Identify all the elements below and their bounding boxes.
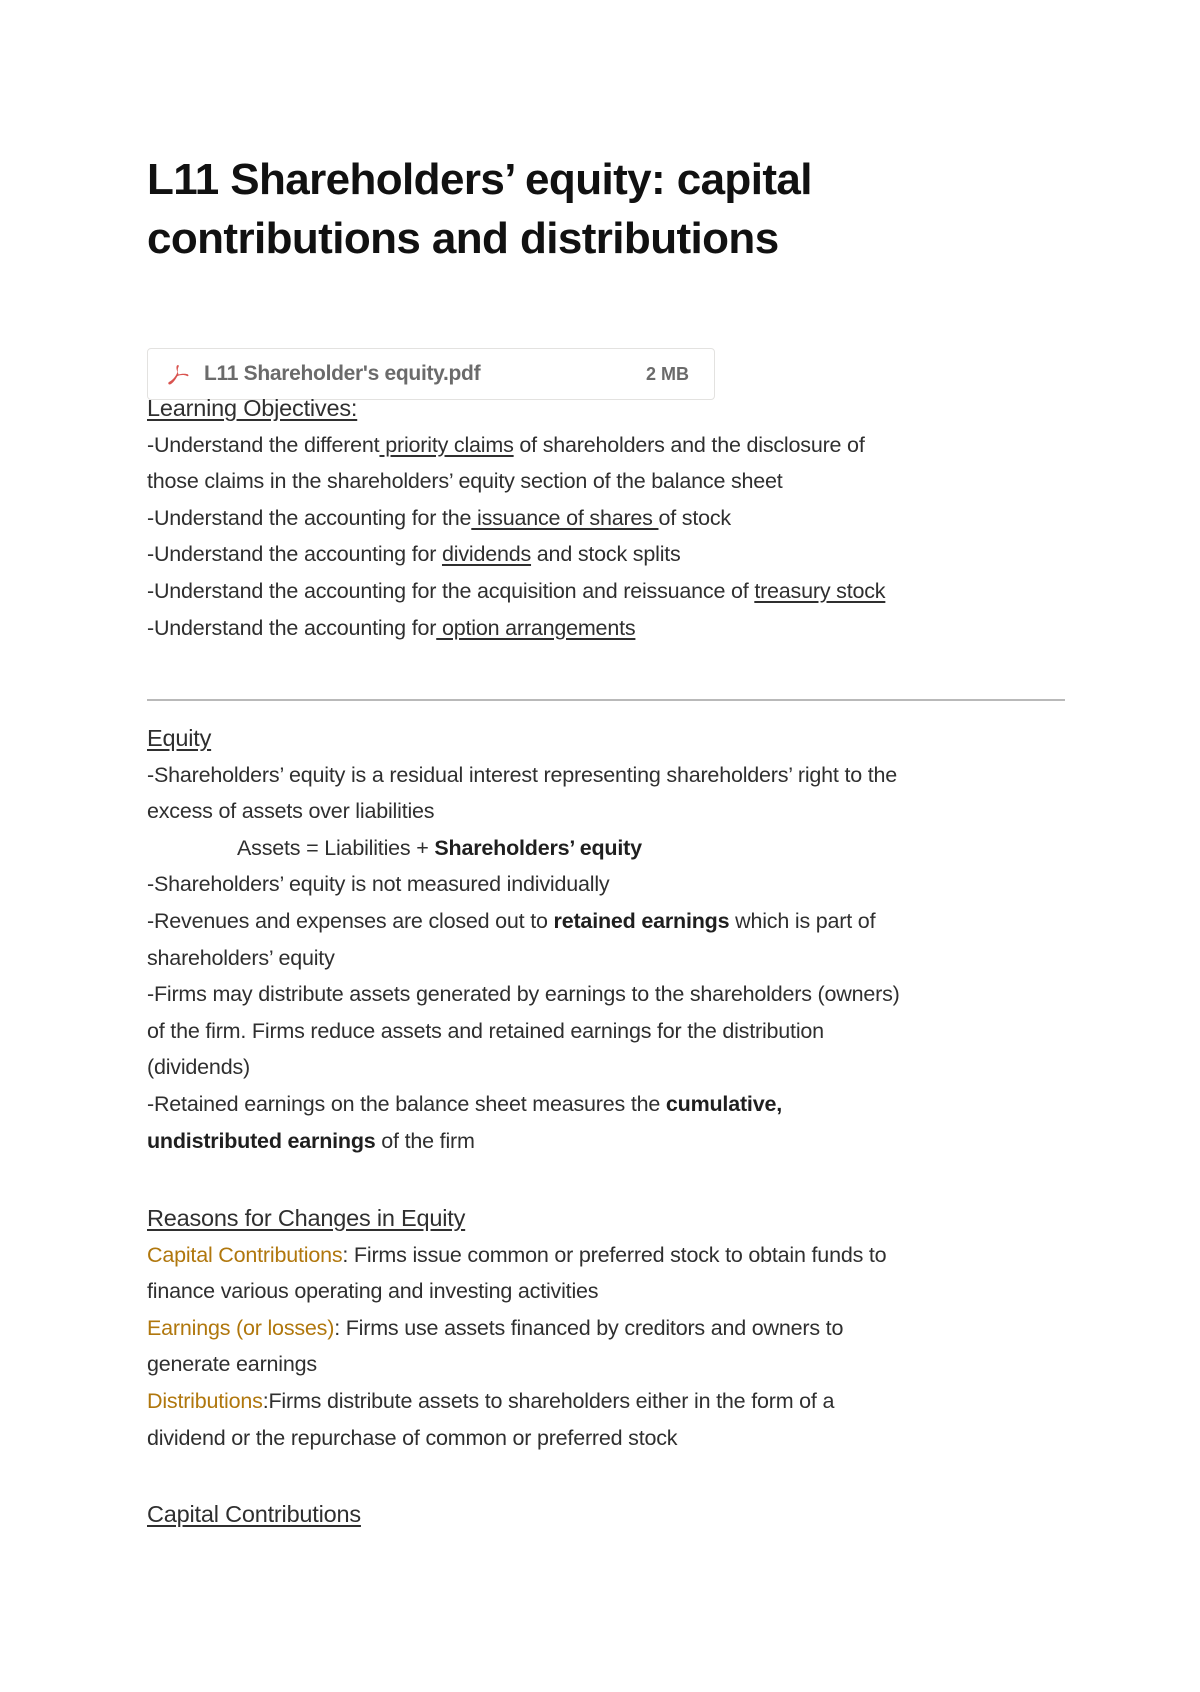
objective-3: -Understand the accounting for dividends and stock splits	[147, 542, 681, 567]
reason-distributions: Distributions:Firms distribute assets to shareholders either in the form of a	[147, 1388, 835, 1413]
equity-heading: Equity	[147, 725, 212, 751]
attachment-size: 2 MB	[646, 364, 690, 384]
distributions-term: Distributions	[147, 1388, 263, 1413]
capital-contributions-term: Capital Contributions	[147, 1242, 343, 1267]
learning-objectives-heading: Learning Objectives:	[147, 395, 358, 421]
equity-line-8: of the firm. Firms reduce assets and retained earnings for the distribution	[147, 1018, 824, 1043]
objective-4: -Understand the accounting for the acquisition and reissuance of treasury stock	[147, 578, 886, 603]
title-line-2: contributions and distributions	[147, 214, 779, 263]
title-line-1: L11 Shareholders’ equity: capital	[147, 155, 812, 204]
earnings-term: Earnings (or losses)	[147, 1315, 335, 1340]
objective-1-cont: those claims in the shareholders’ equity section of the balance sheet	[147, 469, 783, 494]
attachment-filename[interactable]: L11 Shareholder's equity.pdf	[204, 362, 481, 385]
equity-line-11: undistributed earnings of the firm	[147, 1128, 475, 1153]
reasons-section	[147, 1200, 1067, 1456]
document-page	[147, 150, 1067, 1527]
equity-section	[147, 720, 1067, 1159]
reason-capital-contributions: Capital Contributions: Firms issue common or preferred stock to obtain funds to	[147, 1242, 887, 1267]
equity-line-9: (dividends)	[147, 1055, 250, 1080]
objective-1: -Understand the different priority claims of shareholders and the disclosure of	[147, 432, 865, 457]
equity-line-10: -Retained earnings on the balance sheet measures the cumulative,	[147, 1091, 782, 1116]
learning-objectives-section	[147, 390, 1067, 646]
equity-line-2: excess of assets over liabilities	[147, 799, 435, 824]
reasons-heading: Reasons for Changes in Equity	[147, 1205, 466, 1231]
option-arrangements-link[interactable]: option arrangements	[436, 615, 636, 640]
capital-contributions-heading: Capital Contributions	[147, 1501, 361, 1527]
reason-earnings: Earnings (or losses): Firms use assets financed by creditors and owners to	[147, 1315, 844, 1340]
pdf-icon	[166, 363, 190, 387]
equity-equation: Assets = Liabilities + Shareholders’ equity	[237, 835, 642, 860]
issuance-of-shares-link[interactable]: issuance of shares	[471, 505, 659, 530]
equity-line-6: shareholders’ equity	[147, 945, 335, 970]
equity-line-7: -Firms may distribute assets generated by earnings to the shareholders (owners)	[147, 982, 900, 1007]
page-title	[147, 150, 1067, 268]
reason-capital-contributions-cont: finance various operating and investing activities	[147, 1279, 599, 1304]
divider	[147, 699, 1065, 701]
objective-5: -Understand the accounting for option arrangements	[147, 615, 636, 640]
treasury-stock-link[interactable]: treasury stock	[754, 578, 886, 603]
priority-claims-link[interactable]: priority claims	[379, 432, 514, 457]
equity-line-1: -Shareholders’ equity is a residual interest representing shareholders’ right to the	[147, 762, 898, 787]
objective-2: -Understand the accounting for the issuance of shares of stock	[147, 505, 731, 530]
reason-earnings-cont: generate earnings	[147, 1352, 317, 1377]
capital-contributions-section	[147, 1496, 1067, 1533]
dividends-link[interactable]: dividends	[441, 542, 532, 567]
reason-distributions-cont: dividend or the repurchase of common or preferred stock	[147, 1425, 678, 1450]
equity-line-4: -Shareholders’ equity is not measured individually	[147, 872, 610, 897]
equity-line-5: -Revenues and expenses are closed out to retained earnings which is part of	[147, 908, 876, 933]
